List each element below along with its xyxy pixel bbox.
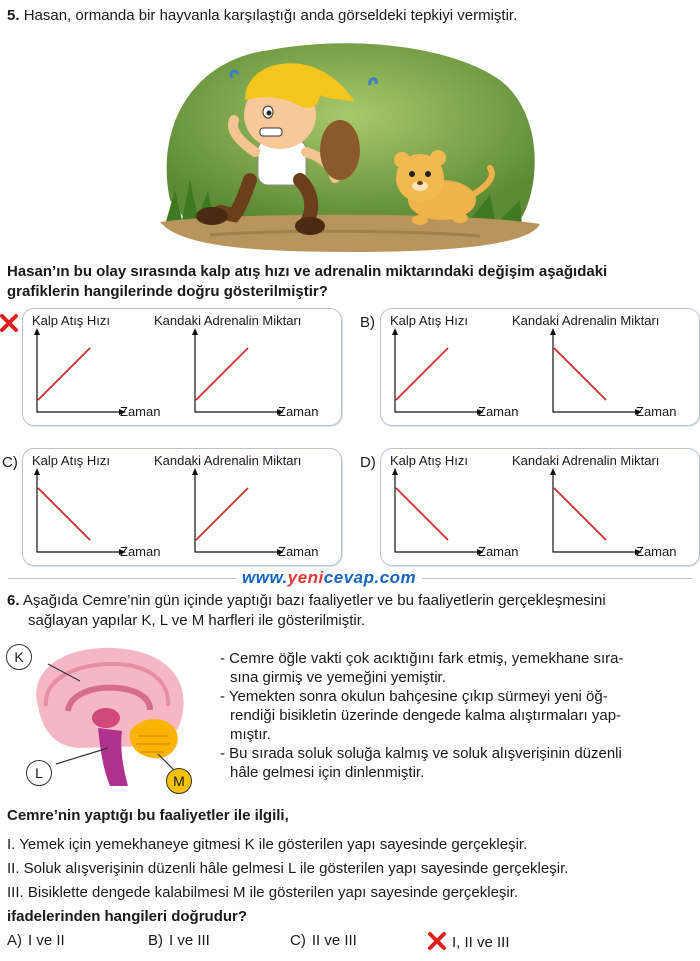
statement-1: I. Yemek için yemekhaneye gitmesi K ile gösterilen yapı sayesinde gerçekleşir. <box>7 836 528 853</box>
answer-text: I ve III <box>169 932 210 949</box>
graph-title-adrenaline: Kandaki Adrenalin Miktarı <box>154 453 302 468</box>
graph-title-adrenaline: Kandaki Adrenalin Miktarı <box>512 453 660 468</box>
x-axis-label: Zaman <box>120 404 161 419</box>
y-axis-arrow <box>34 328 40 335</box>
answer-letter: A) <box>7 932 22 949</box>
graph-left <box>392 326 502 416</box>
statement-2: II. Soluk alışverişinin düzenli hâle gelmesi L ile gösterilen yapı sayesinde gerçekleşir. <box>7 860 569 877</box>
trend-line-decreasing <box>38 488 90 540</box>
trend-line-increasing <box>396 348 448 400</box>
answer-option-d[interactable] <box>428 932 510 951</box>
x-axis-label: Zaman <box>636 404 677 419</box>
x-axis-label: Zaman <box>636 544 677 559</box>
question-intro-line2: sağlayan yapılar K, L ve M harfleri ile gösterilmiştir. <box>28 612 366 629</box>
x-axis-label: Zaman <box>278 544 319 559</box>
graph-right <box>192 466 302 556</box>
graph-left <box>392 466 502 556</box>
answer-option-c[interactable] <box>290 932 357 949</box>
y-axis-arrow <box>392 468 398 475</box>
answer-mark-icon <box>428 932 446 950</box>
graph-axes <box>195 330 282 412</box>
scenario-paragraph: - Cemre öğle vakti çok acıktığını fark etmiş, yemekhane sıra- sına girmiş ve yemeğini yemiştir. - Yemekten sonra okulun bahçesine çıkıp sürmeyi yeni öğ- rendiği bisikletin üzerinde dengede kalma alıştırmaları yap- mıştır. - Bu sırada soluk soluğa kalmış ve soluk alışverişinin düzenli hâle gelmesi için dinlenmiştir. <box>220 650 624 781</box>
graph-axes <box>553 470 640 552</box>
question-stem: Cemre’nin yaptığı bu faaliyetler ile ilgili, <box>7 807 289 824</box>
trend-line-decreasing <box>554 488 606 540</box>
graph-title-heart-rate: Kalp Atış Hızı <box>390 453 469 468</box>
question-stem-line2: grafiklerin hangilerinde doğru gösterilmiştir? <box>7 283 328 300</box>
x-axis-label: Zaman <box>278 404 319 419</box>
y-axis-arrow <box>550 328 556 335</box>
x-axis-label: Zaman <box>120 544 161 559</box>
y-axis-arrow <box>34 468 40 475</box>
y-axis-arrow <box>192 328 198 335</box>
question-intro-line1: Aşağıda Cemre’nin gün içinde yaptığı bazı faaliyetler ve bu faaliyetlerin gerçekleşmesini <box>22 592 606 609</box>
graph-title-adrenaline: Kandaki Adrenalin Miktarı <box>512 313 660 328</box>
answer-mark-icon <box>0 314 18 332</box>
question-ask: ifadelerinden hangileri doğrudur? <box>7 908 248 925</box>
answer-text: I, II ve III <box>452 934 510 951</box>
y-axis-arrow <box>392 328 398 335</box>
option-letter: C) <box>2 454 18 471</box>
answer-text: II ve III <box>311 932 357 949</box>
graph-axes <box>37 330 124 412</box>
graph-right <box>550 466 660 556</box>
label-l: L <box>26 760 52 786</box>
graph-title-adrenaline: Kandaki Adrenalin Miktarı <box>154 313 302 328</box>
question-intro: Hasan, ormanda bir hayvanla karşılaştığı anda görseldeki tepkiyi vermiştir. <box>23 7 518 24</box>
answer-option-a[interactable] <box>7 932 65 949</box>
x-axis-label: Zaman <box>478 404 519 419</box>
y-axis-arrow <box>192 468 198 475</box>
trend-line-increasing <box>38 348 90 400</box>
graph-right <box>550 326 660 416</box>
graph-title-heart-rate: Kalp Atış Hızı <box>32 313 111 328</box>
graph-right <box>192 326 302 416</box>
graph-left <box>34 466 144 556</box>
question-number: 6. <box>7 592 20 609</box>
graph-title-heart-rate: Kalp Atış Hızı <box>390 313 469 328</box>
illustration-boy-and-lion-cub <box>150 40 550 255</box>
trend-line-increasing <box>196 488 248 540</box>
label-k: K <box>6 644 32 670</box>
trend-line-decreasing <box>396 488 448 540</box>
question-stem-line1: Hasan’ın bu olay sırasında kalp atış hızı ve adrenalin miktarındaki değişim aşağıdaki <box>7 263 608 280</box>
graph-axes <box>395 470 482 552</box>
answer-option-b[interactable] <box>148 932 210 949</box>
graph-axes <box>553 330 640 412</box>
label-m: M <box>166 768 192 794</box>
answer-letter: C) <box>290 932 306 949</box>
graph-left <box>34 326 144 416</box>
y-axis-arrow <box>550 468 556 475</box>
option-letter: D) <box>360 454 376 471</box>
watermark-url[interactable]: www.yenicevap.com <box>236 568 422 588</box>
trend-line-decreasing <box>554 348 606 400</box>
option-letter: B) <box>360 314 375 331</box>
x-axis-label: Zaman <box>478 544 519 559</box>
trend-line-increasing <box>196 348 248 400</box>
graph-title-heart-rate: Kalp Atış Hızı <box>32 453 111 468</box>
graph-axes <box>37 470 124 552</box>
graph-axes <box>195 470 282 552</box>
answer-letter: B) <box>148 932 163 949</box>
graph-axes <box>395 330 482 412</box>
question-number: 5. <box>7 7 20 24</box>
statement-3: III. Bisiklette dengede kalabilmesi M ile gösterilen yapı sayesinde gerçekleşir. <box>7 884 519 901</box>
answer-text: I ve II <box>28 932 65 949</box>
